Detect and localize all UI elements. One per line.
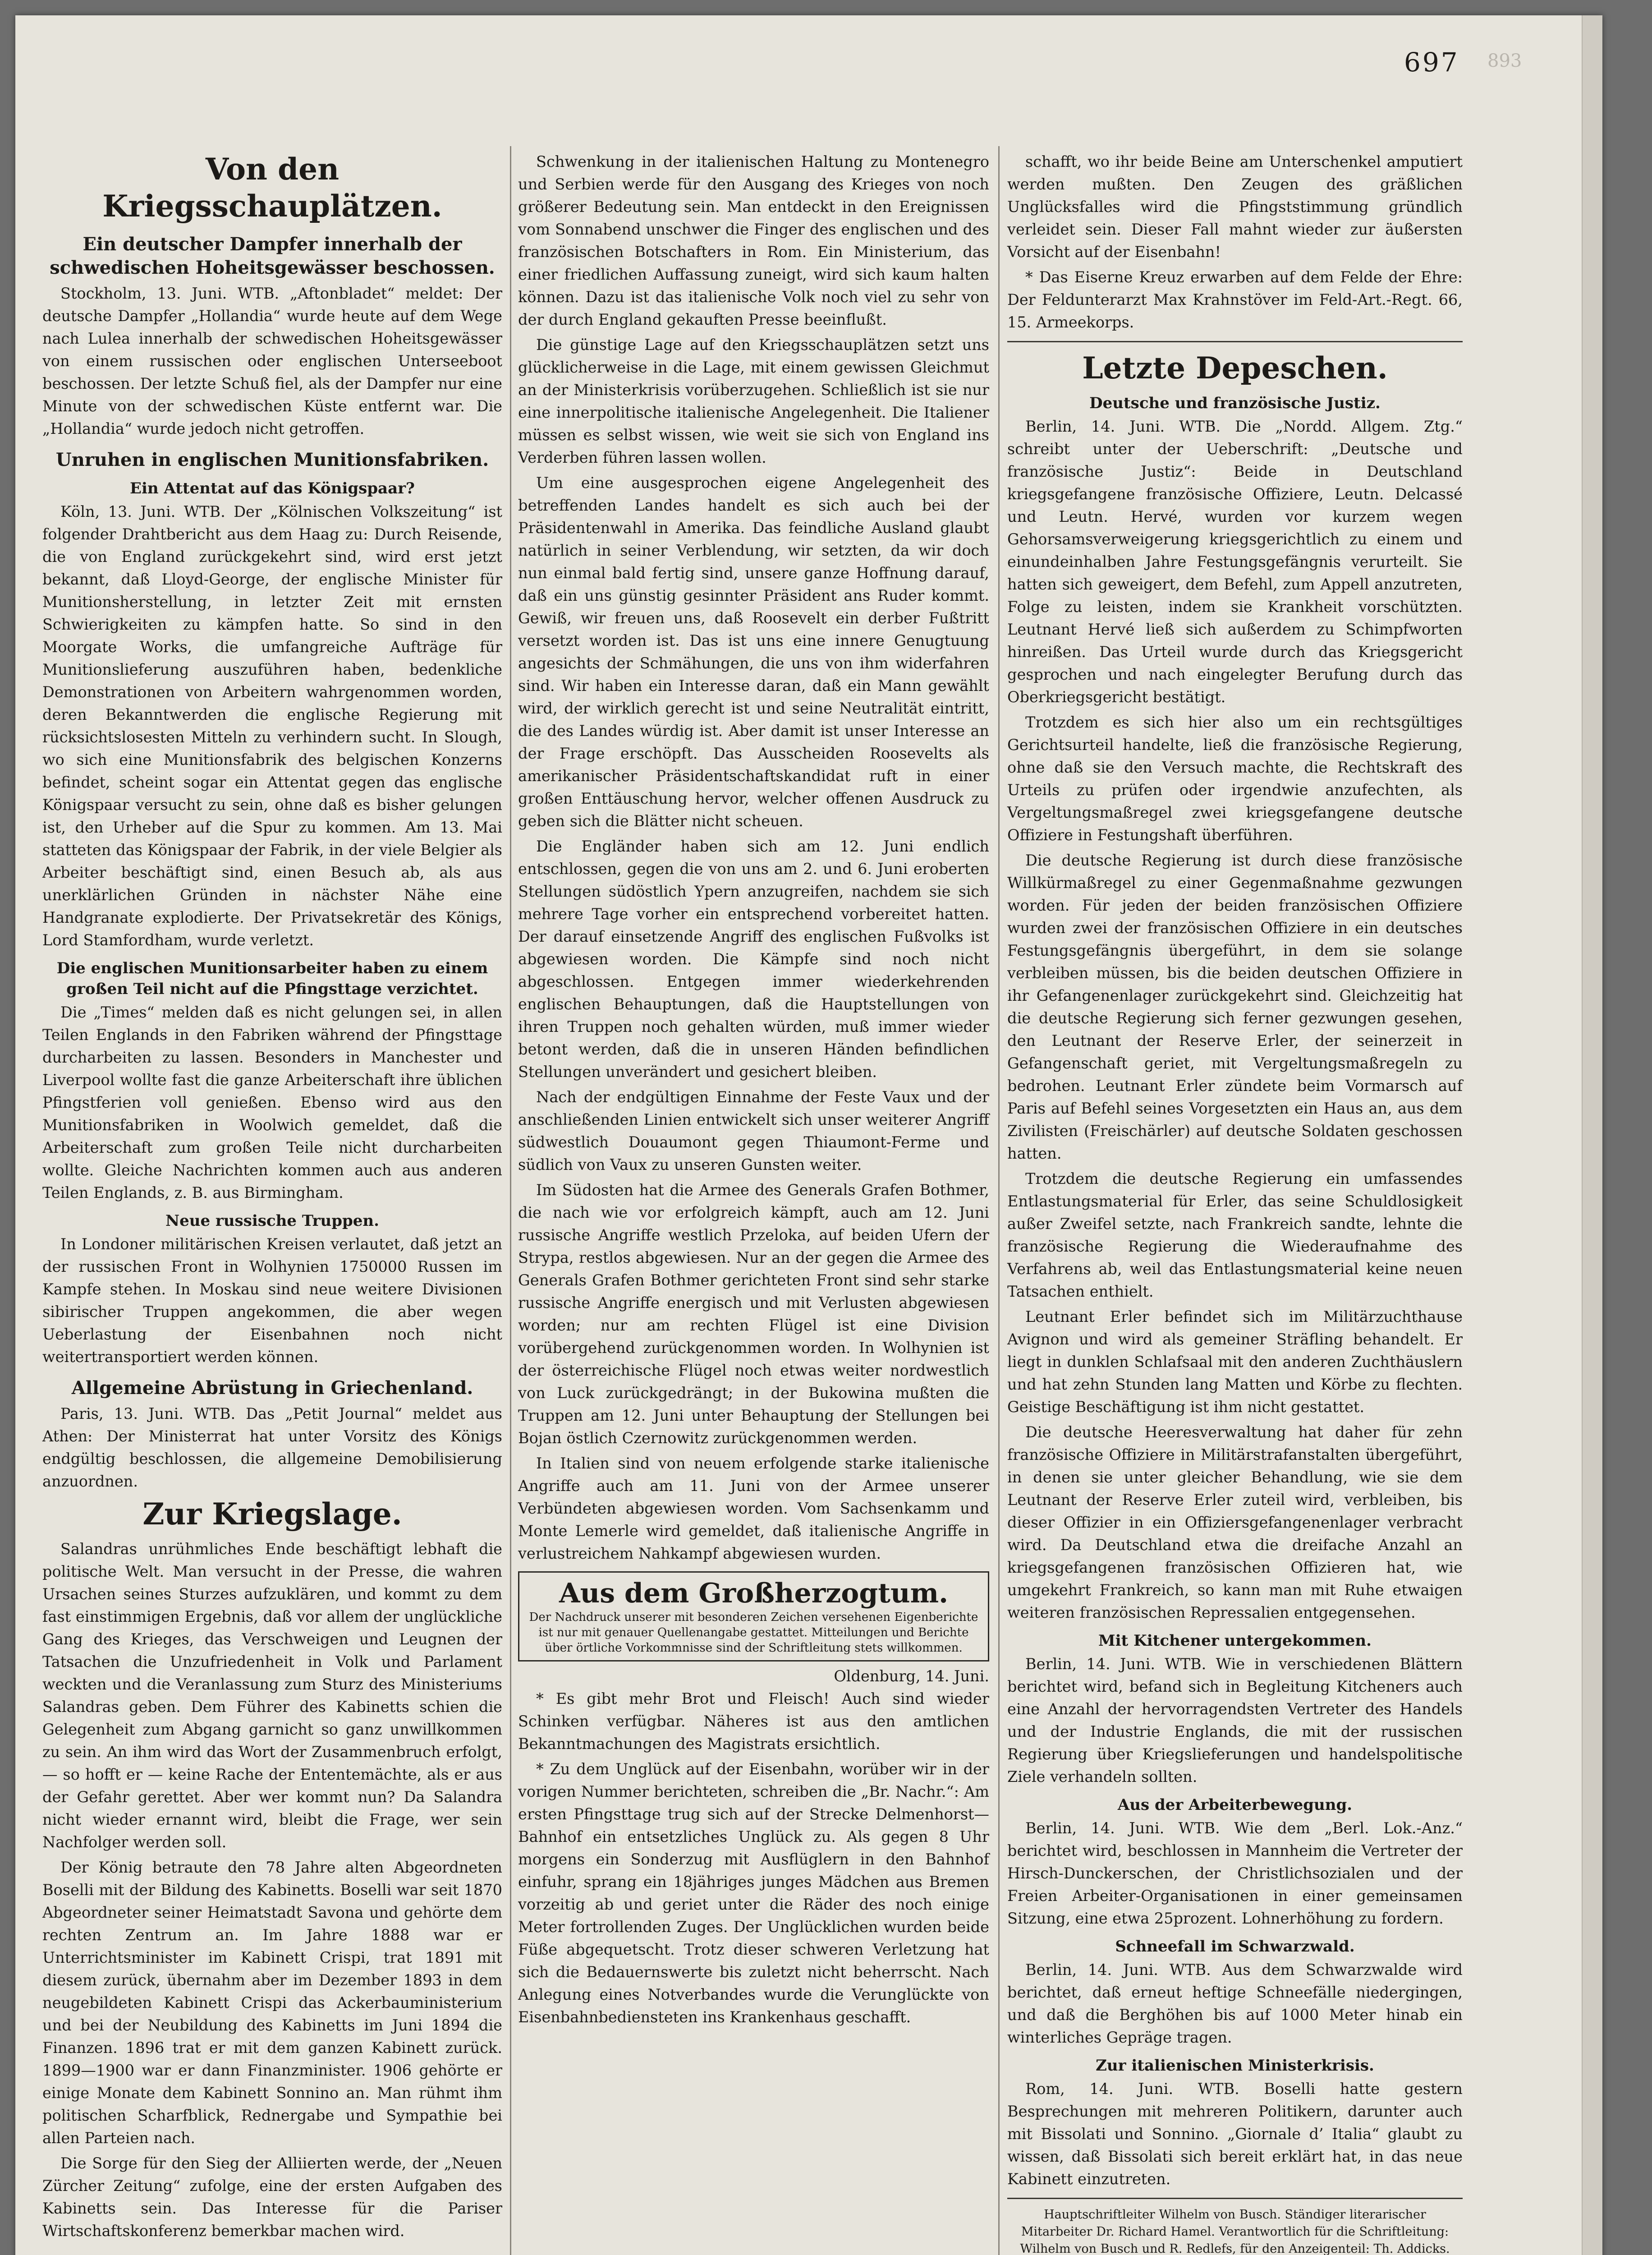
article-paragraph: Die deutsche Regierung ist durch diese französische Willkürmaßregel zu einer Gegenmaßnahme gezwungen worden. Für jeden der beiden französischen Offiziere wurden zwei der französischen Offiziere in ein deutsches Festungsgefängnis übergeführt, in dem sie solange verbleiben müssen, bis die beiden deutschen Offiziere in ihr Gefangenenlager zurückgekehrt sind. Gleichzeitig hat die deutsche Regierung sich ferner gezwungen gesehen, den Leutnant der Reserve Erler, der seinerzeit in Gefangenschaft geriet, mit Vergeltungsmaßregeln zu bedrohen. Leutnant Erler zündete beim Vormarsch auf Paris auf Befehl seines Vorgesetzten ein Haus an, aus dem Zivilisten (Freischärler) auf deutsche Soldaten geschossen hatten. xyxy=(1007,851,1463,1162)
article-subheadline: Schneefall im Schwarzwald. xyxy=(1115,1937,1355,1956)
article-paragraph: Schwenkung in der italienischen Haltung zu Montenegro und Serbien werde für den Ausgang des Krieges von noch größerer Bedeutung sein. Man entdeckt in den Ereignissen vom Sonnabend unschwer die Finger des englischen und des französischen Botschafters in Rom. Ein Ministerium, das einer friedlichen Auffassung zuneigt, wird sich kaum halten können. Dazu ist das italienische Volk noch viel zu sehr von der durch England gekauften Presse beeinflußt. xyxy=(518,153,989,328)
column-3 xyxy=(1007,151,1463,2255)
article-paragraph: Die günstige Lage auf den Kriegsschauplätzen setzt uns glücklicherweise in die Lage, mit einem gewissen Gleichmut an der Ministerkrisis vorüberzugehen. Schließlich ist sie nur eine innerpolitische italienische Angelegenheit. Die Italiener müssen es selbst wissen, wie weit sie sich von England ins Verderben führen lassen wollen. xyxy=(518,336,989,466)
article-paragraph: Stockholm, 13. Juni. WTB. „Aftonbladet“ meldet: Der deutsche Dampfer „Hollandia“ wurde heute auf dem Wege nach Lulea innerhalb der schwedischen Hoheitsgewässer von einem russischen oder englischen Unterseeboot beschossen. Der letzte Schuß fiel, als der Dampfer nur eine Minute von der schwedischen Küste entfernt war. Die „Hollandia“ wurde jedoch nicht getroffen. xyxy=(42,285,502,437)
article-paragraph: Der König betraute den 78 Jahre alten Abgeordneten Boselli mit der Bildung des Kabinetts. Boselli war seit 1870 Abgeordneter seiner Heimatstadt Savona und gehörte dem rechten Zentrum an. Im Jahre 1888 war er Unterrichtsminister im Kabinett Crispi, trat 1891 mit diesem zurück, übernahm aber im Dezember 1893 in dem neugebildeten Kabinett Crispi das Ackerbauministerium und bei der Neubildung des Kabinetts im Juni 1894 die Finanzen. 1896 trat er mit dem ganzen Kabinett zurück. 1899—1900 war er dann Finanzminister. 1906 gehörte er einige Monate dem Kabinett Sonnino an. Man rühmt ihm politischen Scharfblick, Rednergabe und Sympathie bei allen Parteien nach. xyxy=(42,1859,502,2147)
article-paragraph: Im Südosten hat die Armee des Generals Grafen Bothmer, die nach wie vor erfolgreich kämpft, auch am 12. Juni russische Angriffe westlich Przeloka, auf beiden Ufern der Strypa, restlos abgewiesen. Nur an der gegen die Armee des Generals Grafen Bothmer gerichteten Front sind sehr starke russische Angriffe energisch und mit Verlusten abgewiesen worden; nur am rechten Flügel ist eine Division vorübergehend zurückgenommen worden. In Wolhynien ist der österreichische Flügel noch etwas weiter nordwestlich von Luck zurückgedrängt; in der Bukowina mußten die Truppen am 12. Juni unter Behauptung der Stellungen bei Bojan östlich Czernowitz zurückgenommen werden. xyxy=(518,1181,989,1447)
article-subheadline: Die englischen Munitionsarbeiter haben zu einem großen Teil nicht auf die Pfingsttage verzichtet. xyxy=(56,959,488,998)
regional-section-header xyxy=(518,1571,989,1661)
section-title: Letzte Depeschen. xyxy=(1082,350,1388,386)
article-subheadline: Zur italienischen Ministerkrisis. xyxy=(1096,2057,1374,2075)
column-rule xyxy=(510,146,511,2255)
column-2 xyxy=(518,151,989,2031)
article-paragraph: Berlin, 14. Juni. WTB. Wie in verschiedenen Blättern berichtet wird, befand sich in Begleitung Kitcheners auch eine Anzahl der hervorragendsten Vertreter des Handels und der Industrie Englands, die mit der russischen Regierung über Kriegslieferungen und handelspolitische Ziele verhandeln sollten. xyxy=(1007,1655,1463,1786)
article-paragraph: Berlin, 14. Juni. WTB. Wie dem „Berl. Lok.-Anz.“ berichtet wird, beschlossen in Mannheim die Vertreter der Hirsch-Dunckerschen, der Christlichsozialen und der Freien Arbeiter-Organisationen in einer gemeinsamen Sitzung, eine etwa 25prozent. Lohnerhöhung zu fordern. xyxy=(1007,1819,1463,1927)
article-headline: Ein deutscher Dampfer innerhalb der schwedischen Hoheitsgewässer beschossen. xyxy=(50,234,495,278)
article-paragraph: Um eine ausgesprochen eigene Angelegenheit des betreffenden Landes handelt es sich auch bei der Präsidentenwahl in Amerika. Das feindliche Ausland glaubt natürlich in seiner Verblendung, wir setzten, da wir doch nun einmal bald fertig sind, unsere ganze Hoffnung darauf, daß ein uns günstig gesinnter Präsident ans Ruder kommt. Gewiß, wir freuen uns, daß Roosevelt ein derber Fußtritt versetzt worden ist. Das ist uns eine innere Genugtuung angesichts der Schmähungen, die uns von ihm widerfahren sind. Wir haben ein Interesse daran, daß ein Mann gewählt wird, der wirklich gerecht ist und seine Neutralität eintritt, die des Landes würdig ist. Aber damit ist unser Interesse an der Frage erschöpft. Das Ausscheiden Roosevelts als amerikanischer Präsidentschaftskandidat ruft in einer großen Enttäuschung hervor, welcher offenen Ausdruck zu geben sich die Blätter nicht scheuen. xyxy=(518,474,989,830)
article-paragraph: Die deutsche Heeresverwaltung hat daher für zehn französische Offiziere in Militärstrafanstalten übergeführt, in denen sie unter gleicher Behandlung, wie sie dem Leutnant der Reserve Erler zuteil wird, verbleiben, bis dieser Offizier in ein Offiziersgefangenenlager verbracht wird. Da Deutschland etwa die dreifache Anzahl an kriegsgefangenen französischen Offizieren hat, wie umgekehrt Frankreich, so kann man mit Ruhe etwaigen weiteren französischen Repressalien entgegensehen. xyxy=(1007,1423,1463,1621)
article-paragraph: * Es gibt mehr Brot und Fleisch! Auch sind wieder Schinken verfügbar. Näheres ist aus den amtlichen Bekanntmachungen des Magistrats ersichtlich. xyxy=(518,1690,989,1753)
column-1 xyxy=(42,151,502,2245)
article-paragraph: Salandras unrühmliches Ende beschäftigt lebhaft die politische Welt. Man versucht in der Presse, die wahren Ursachen seines Sturzes aufzuklären, und kommt zu dem fast einstimmigen Ergebnis, daß vor allem der unglückliche Gang des Krieges, das Verschweigen und Leugnen der Tatsachen die Unzufriedenheit in Volk und Parlament weckten und die Veranlassung zum Sturz des Ministeriums Salandras geben. Dem Führer des Kabinetts schien die Gelegenheit zum Abgang garnicht so ganz unwillkommen zu sein. An ihm wird das Wort der Zusammenbruch erfolgt, — so hofft er — keine Rache der Ententemächte, als er aus der Gefahr gerettet. Aber wer kommt nun? Da Salandra nicht wieder ernannt wird, bleibt die Frage, wer sein Nachfolger werden soll. xyxy=(42,1540,502,1851)
article-paragraph: Die Engländer haben sich am 12. Juni endlich entschlossen, gegen die von uns am 2. und 6. Juni eroberten Stellungen südöstlich Ypern anzugreifen, nachdem sie sich mehrere Tage vorher ein entsprechend vorbereitet hatten. Der darauf einsetzende Angriff des englischen Fußvolks ist abgewiesen worden. Die Kämpfe sind noch nicht abgeschlossen. Entgegen immer wiederkehrenden englischen Behauptungen, daß die Hauptstellungen von ihren Truppen noch gehalten würden, muß immer wieder betont werden, daß die in unseren Händen befindlichen Stellungen unverändert und gesichert bleiben. xyxy=(518,838,989,1081)
article-subheadline: Aus der Arbeiterbewegung. xyxy=(1117,1796,1353,1814)
article-paragraph: Berlin, 14. Juni. WTB. Aus dem Schwarzwalde wird berichtet, daß erneut heftige Schneefälle niedergingen, und daß die Berghöhen bis auf 1000 Meter hinab ein winterliches Gepräge tragen. xyxy=(1007,1961,1463,2046)
article-paragraph: Köln, 13. Juni. WTB. Der „Kölnischen Volkszeitung“ ist folgender Drahtbericht aus dem Haag zu: Durch Reisende, die von England zurückgekehrt sind, wird erst jetzt bekannt, daß Lloyd-George, der englische Minister für Munitionsherstellung, in letzter Zeit mit ernsten Schwierigkeiten zu kämpfen hatte. So sind in den Moorgate Works, die umfangreiche Aufträge für Munitionslieferung auszuführen haben, bedenkliche Demonstrationen von Arbeitern wahrgenommen worden, deren Bekanntwerden die englische Regierung mit rücksichtslosesten Mitteln zu verhindern sucht. In Slough, wo sich eine Munitionsfabrik des belgischen Konzerns befindet, scheint sogar ein Attentat gegen das englische Königspaar versucht zu sein, ohne daß es bisher gelungen ist, den Urheber auf die Spur zu kommen. Am 13. Mai statteten das Königspaar der Fabrik, in der viele Belgier als Arbeiter beschäftigt sind, einen Besuch ab, als aus unerklärlichen Gründen in nächster Nähe eine Handgranate explodierte. Der Privatsekretär des Königs, Lord Stamfordham, wurde verletzt. xyxy=(42,503,502,949)
reprint-notice: Der Nachdruck unserer mit besonderen Zeichen versehenen Eigenberichte ist nur mit genauer Quellenangabe gestattet. Mitteilungen und Berichte über örtliche Vorkommnisse sind der Schriftleitung stets willkommen. xyxy=(529,1611,978,1655)
newspaper-page xyxy=(15,15,1602,2255)
article-subheadline: Mit Kitchener untergekommen. xyxy=(1098,1632,1372,1650)
article-paragraph: Die „Times“ melden daß es nicht gelungen sei, in allen Teilen Englands in den Fabriken während der Pfingsttage durcharbeiten zu lassen. Besonders in Manchester und Liverpool wollte fast die ganze Arbeiterschaft ihre üblichen Pfingstferien voll genießen. Ebenso wird aus den Munitionsfabriken in Woolwich gemeldet, daß die Arbeiterschaft zum großen Teile nicht durcharbeiten wollte. Gleiche Nachrichten kommen auch aus anderen Teilen Englands, z. B. aus Birmingham. xyxy=(42,1003,502,1201)
article-paragraph: * Zu dem Unglück auf der Eisenbahn, worüber wir in der vorigen Nummer berichteten, schreiben die „Br. Nachr.“: Am ersten Pfingsttage trug sich auf der Strecke Delmenhorst—Bahnhof ein entsetzliches Unglück zu. Als gegen 8 Uhr morgens ein Sonderzug mit Ausflüglern in den Bahnhof einfuhr, sprang ein 18jähriges junges Mädchen aus Bremen vorzeitig ab und geriet unter die Räder des noch einige Meter fortrollenden Zuges. Der Unglücklichen wurden beide Füße abgequetscht. Trotz dieser schweren Verletzung hat sich die Bedauernswerte bis zuletzt nicht beherrscht. Nach Anlegung eines Notverbandes wurde die Verunglückte von Eisenbahnbediensteten ins Krankenhaus geschafft. xyxy=(518,1760,989,2026)
page-number: 697 xyxy=(1404,47,1459,78)
divider xyxy=(1007,341,1463,342)
article-paragraph: Trotzdem es sich hier also um ein rechtsgültiges Gerichtsurteil handelte, ließ die französische Regierung, ohne daß sie den Versuch machte, die Rechtskraft des Urteils zu prüfen oder irgendwie anzufechten, als Vergeltungsmaßregel zwei kriegsgefangene deutsche Offiziere in Festungshaft überführen. xyxy=(1007,713,1463,844)
article-paragraph: Leutnant Erler befindet sich im Militärzuchthause Avignon und wird als gemeiner Sträfling behandelt. Er liegt in dunklen Schlafsaal mit den anderen Zuchthäuslern und hat zehn Stunden lang Matten und Körbe zu flechten. Geistige Beschäftigung ist ihm nicht gestattet. xyxy=(1007,1308,1463,1416)
library-stamp: 893 xyxy=(1487,51,1522,71)
imprint: Hauptschriftleiter Wilhelm von Busch. Ständiger literarischer Mitarbeiter Dr. Richard Hamel. Verantwortlich für die Schriftleitung: Wilhelm von Busch und R. Redlefs, für den Anzeigenteil: Th. Addicks. xyxy=(1020,2208,1450,2255)
article-paragraph: * Das Eiserne Kreuz erwarben auf dem Felde der Ehre: Der Feldunterarzt Max Krahnstöver im Feld-Art.-Regt. 66, 15. Armeekorps. xyxy=(1007,268,1463,331)
article-subheadline: Neue russische Truppen. xyxy=(165,1212,379,1230)
divider xyxy=(1007,2198,1463,2199)
article-paragraph: Paris, 13. Juni. WTB. Das „Petit Journal“ meldet aus Athen: Der Ministerrat hat unter Vorsitz des Königs endgültig beschlossen, die allgemeine Demobilisierung anzuordnen. xyxy=(42,1405,502,1490)
regional-section-title: Aus dem Großherzogtum. xyxy=(559,1578,948,1609)
section-title: Von den Kriegsschauplätzen. xyxy=(102,152,442,224)
article-headline: Unruhen in englischen Munitionsfabriken. xyxy=(55,449,489,470)
article-paragraph: Nach der endgültigen Einnahme der Feste Vaux und der anschließenden Linien entwickelt sich unser weiterer Angriff südwestlich Douaumont gegen Thiaumont-Ferme und südlich von Vaux zu unseren Gunsten weiter. xyxy=(518,1088,989,1174)
article-paragraph: In Italien sind von neuem erfolgende starke italienische Angriffe auch am 11. Juni von der Armee unserer Verbündeten abgewiesen worden. Vom Sachsenkamm und Monte Lemerle wird gemeldet, daß italienische Angriffe in verlustreichem Nahkampf abgewiesen wurden. xyxy=(518,1454,989,1562)
section-title: Zur Kriegslage. xyxy=(142,1496,402,1532)
article-paragraph: In Londoner militärischen Kreisen verlautet, daß jetzt an der russischen Front in Wolhynien 1750000 Russen im Kampfe stehen. In Moskau sind neue weitere Divisionen sibirischer Truppen angekommen, die aber wegen Ueberlastung der Eisenbahnen noch nicht weitertransportiert werden können. xyxy=(42,1235,502,1366)
article-paragraph: Trotzdem die deutsche Regierung ein umfassendes Entlastungsmaterial für Erler, das seine Schuldlosigkeit außer Zweifel setzte, nach Frankreich sandte, lehnte die französische Regierung die Wiederaufnahme des Verfahrens ab, weil das Entlastungsmaterial keine neuen Tatsachen enthielt. xyxy=(1007,1170,1463,1300)
article-paragraph: schafft, wo ihr beide Beine am Unterschenkel amputiert werden mußten. Den Zeugen des gräßlichen Unglücksfalles wird die Pfingststimmung gründlich verleidet sein. Dieser Fall mahnt wieder zur äußersten Vorsicht auf der Eisenbahn! xyxy=(1007,153,1463,261)
article-subheadline: Ein Attentat auf das Königspaar? xyxy=(130,479,415,497)
page-edge xyxy=(1582,15,1602,2255)
article-headline: Allgemeine Abrüstung in Griechenland. xyxy=(71,1377,473,1399)
article-paragraph: Die Sorge für den Sieg der Alliierten werde, der „Neuen Zürcher Zeitung“ zufolge, eine der ersten Aufgaben des Kabinetts sein. Das Interesse für die Pariser Wirtschaftskonferenz bemerkbar machen wird. xyxy=(42,2154,502,2240)
dateline: Oldenburg, 14. Juni. xyxy=(834,1667,989,1685)
article-paragraph: Rom, 14. Juni. WTB. Boselli hatte gestern Besprechungen mit mehreren Politikern, darunter auch mit Bissolati und Sonnino. „Giornale d’ Italia“ glaubt zu wissen, daß Bissolati sich bereit erklärt hat, in das neue Kabinett einzutreten. xyxy=(1007,2080,1463,2188)
article-subheadline: Deutsche und französische Justiz. xyxy=(1089,394,1381,412)
column-rule xyxy=(998,146,1000,2255)
article-paragraph: Berlin, 14. Juni. WTB. Die „Nordd. Allgem. Ztg.“ schreibt unter der Ueberschrift: „Deutsche und französische Justiz“: Beide in Deutschland kriegsgefangene französische Offiziere, Leutn. Delcassé und Leutn. Hervé, wurden vor kurzem wegen Gehorsamsverweigerung kriegsgerichtlich zu einem und einundeinhalben Jahre Festungsgefängnis verurteilt. Sie hatten sich geweigert, dem Befehl, zum Appell anzutreten, Folge zu leisten, indem sie Krankheit vorschützten. Leutnant Hervé ließ sich außerdem zu Schimpfworten hinreißen. Das Urteil wurde durch das Kriegsgericht gesprochen und nach eingelegter Berufung durch das Oberkriegsgericht bestätigt. xyxy=(1007,418,1463,706)
